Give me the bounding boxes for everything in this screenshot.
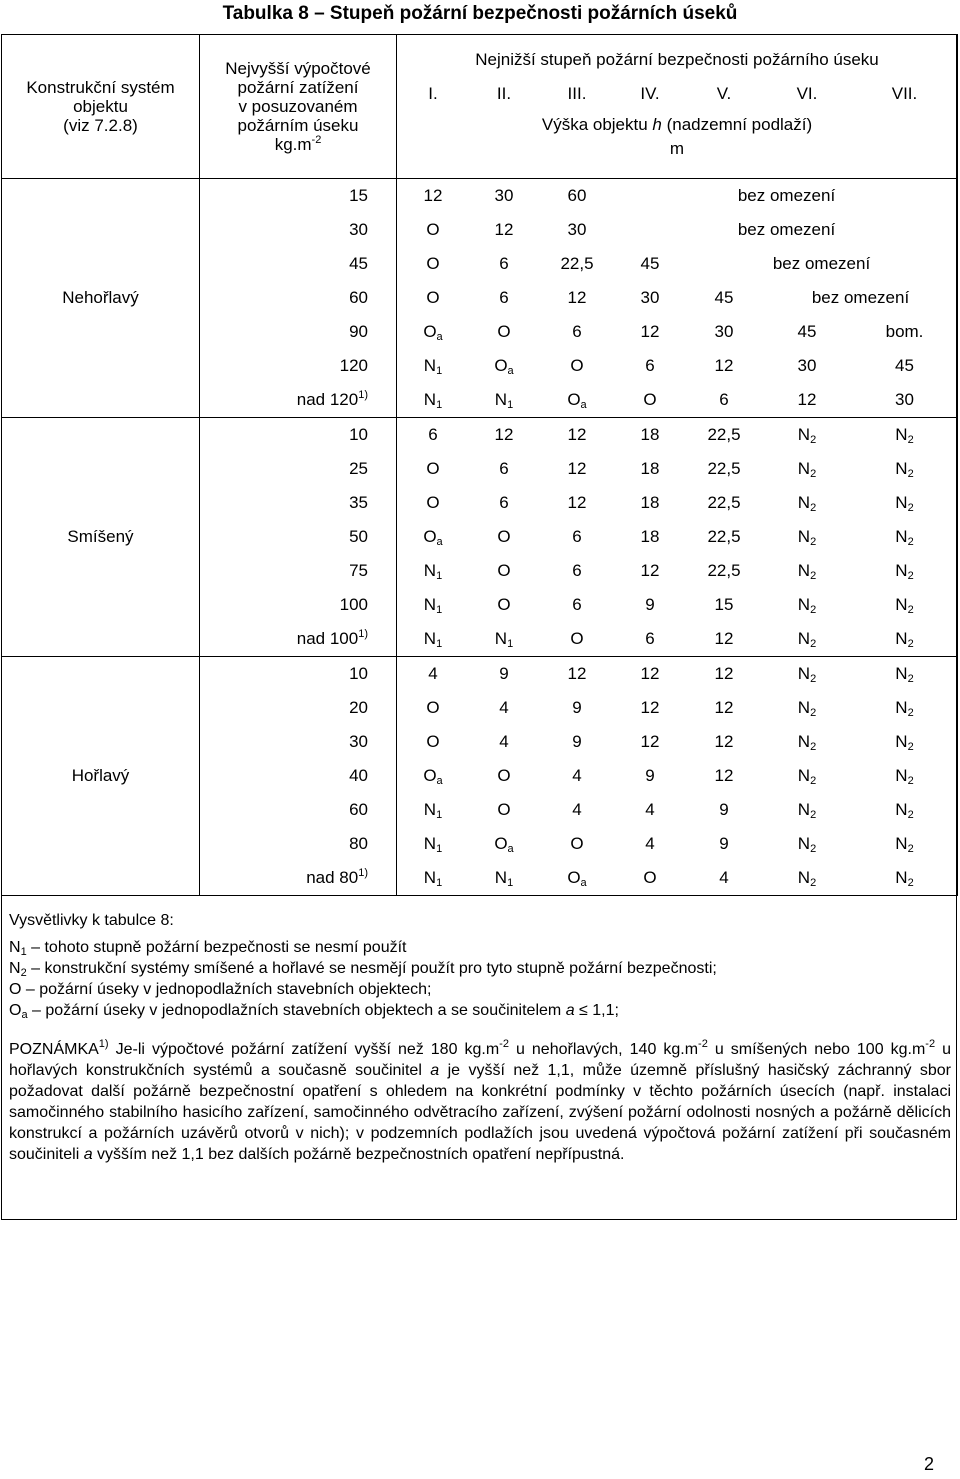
degree-label: VI.	[796, 84, 818, 103]
value-grid	[397, 657, 958, 895]
degree-cell: 12	[423, 186, 443, 205]
degree-cell: $O_a$	[423, 766, 443, 787]
fire-load-value: 75	[349, 561, 368, 580]
degree-cell: $O_a$	[423, 527, 443, 548]
fire-load-value: 40	[349, 766, 368, 785]
page-number: 2	[924, 1454, 935, 1474]
degree-cell: 12	[640, 664, 660, 683]
degree-cell: 6	[645, 356, 655, 375]
fire-load-value: 100	[339, 595, 368, 614]
degree-cell: O	[570, 834, 584, 853]
degree-label: I.	[428, 84, 438, 103]
degree-cell: O	[497, 800, 511, 819]
table-row	[397, 793, 958, 827]
no-limit-cell: bez omezení	[737, 220, 836, 239]
degree-cell: 12	[567, 493, 587, 512]
degree-cell: $N_2$	[895, 868, 914, 889]
degree-cell: 45	[895, 356, 914, 375]
fire-load-value: 15	[349, 186, 368, 205]
header-col2-line: Nejvyšší výpočtové	[225, 59, 371, 78]
degree-cell: 4	[572, 800, 582, 819]
degree-cell: O	[497, 527, 511, 546]
header-col1-line: (viz 7.2.8)	[63, 116, 138, 135]
degree-cell: 45	[640, 254, 660, 273]
degree-cell: 12	[640, 322, 660, 341]
degree-cell: O	[426, 732, 440, 751]
degree-cell: $N_2$	[797, 800, 817, 821]
value-grid	[397, 179, 958, 417]
group-name: Hořlavý	[2, 657, 200, 896]
table-row	[397, 691, 958, 725]
degree-cell: $N_1$	[423, 356, 443, 377]
no-limit-cell: bez omezení	[737, 186, 836, 205]
degree-cell: 9	[645, 766, 655, 785]
fire-load-value: 60	[349, 800, 368, 819]
degree-cell: $N_1$	[423, 868, 443, 889]
table-row	[397, 349, 958, 383]
degree-cell: 6	[499, 493, 509, 512]
degree-cell: 12	[494, 220, 514, 239]
degree-cell: 30	[797, 356, 817, 375]
fire-load-value: 30	[349, 220, 368, 239]
group-values	[397, 179, 958, 418]
table-row	[397, 827, 958, 861]
fire-safety-table	[1, 34, 958, 896]
degree-cell: 22,5	[707, 493, 741, 512]
degree-cell: 9	[719, 834, 729, 853]
degree-cell: O	[426, 254, 440, 273]
degree-cell: $O_a$	[494, 356, 514, 377]
degree-cell: 18	[640, 425, 660, 444]
fire-load-value: 90	[349, 322, 368, 341]
degree-cell: 12	[567, 664, 587, 683]
fire-load-value: 60	[349, 288, 368, 307]
degree-cell: 12	[567, 425, 587, 444]
degree-cell: 12	[494, 425, 514, 444]
degree-cell: $N_2$	[895, 664, 914, 685]
no-limit-cell: bez omezení	[772, 254, 871, 273]
degree-label: II.	[496, 84, 512, 103]
degree-cell: 12	[640, 698, 660, 717]
table-row	[397, 213, 958, 247]
degree-cell: 12	[714, 664, 734, 683]
degree-cell: $N_2$	[895, 595, 914, 616]
degree-cell: 60	[567, 186, 587, 205]
degree-cell: 18	[640, 459, 660, 478]
fire-load-value: nad 100$^{1)}$	[296, 628, 368, 648]
fire-load-value: nad 80$^{1)}$	[306, 867, 368, 887]
degree-cell: $N_2$	[895, 732, 914, 753]
group-values	[397, 418, 958, 657]
degree-cell: O	[643, 868, 657, 887]
degree-cell: $N_2$	[797, 834, 817, 855]
degree-cell: $N_2$	[895, 459, 914, 480]
legend-item: $N_1$ – tohoto stupně požární bezpečnosti se nesmí použít	[9, 939, 407, 958]
degree-cell: $N_1$	[423, 595, 443, 616]
header-degree-title: Nejnižší stupeň požární bezpečnosti požárního úseku	[475, 50, 879, 69]
degree-cell: 18	[640, 493, 660, 512]
table-row	[397, 486, 958, 520]
table-row	[397, 861, 958, 895]
fire-load-value: 80	[349, 834, 368, 853]
degree-cell: 4	[645, 800, 655, 819]
degree-cell: 30	[640, 288, 660, 307]
degree-cell: 9	[572, 698, 582, 717]
degree-cell: 12	[640, 732, 660, 751]
group-loads	[200, 179, 397, 418]
degree-cell: 12	[714, 629, 734, 648]
table-row	[397, 588, 958, 622]
degree-cell: 12	[640, 561, 660, 580]
header-col2-line: požární zatížení	[237, 78, 359, 97]
degree-cell: 18	[640, 527, 660, 546]
degree-cell: 4	[572, 766, 582, 785]
degree-cell: $N_2$	[895, 493, 914, 514]
legend-item: $O_a$ – požární úseky v jednopodlažních stavebních objektech a se součinitelem a ≤ 1,1;	[9, 1002, 619, 1021]
fire-load-value: 50	[349, 527, 368, 546]
degree-cell: $N_2$	[797, 561, 817, 582]
degree-cell: O	[570, 629, 584, 648]
degree-cell: 4	[499, 698, 509, 717]
degree-cell: $N_1$	[423, 834, 443, 855]
degree-cell: O	[426, 220, 440, 239]
degree-cell: $N_2$	[797, 595, 817, 616]
degree-cell: $N_2$	[797, 527, 817, 548]
degree-cell: O	[497, 561, 511, 580]
degree-cell: 15	[714, 595, 734, 614]
degree-cell: $N_1$	[494, 868, 514, 889]
degree-cell: 6	[499, 288, 509, 307]
group-name: Smíšený	[2, 418, 200, 657]
fire-load-value: 25	[349, 459, 368, 478]
degree-cell: $N_2$	[797, 493, 817, 514]
fire-load-value: 10	[349, 664, 368, 683]
header-col2-unit: $kg.m^{-2}$	[274, 134, 322, 154]
load-list	[200, 418, 396, 656]
degree-cell: 12	[797, 390, 817, 409]
header-col2-line: požárním úseku	[237, 116, 359, 135]
legend-item: O – požární úseky v jednopodlažních stavebních objektech;	[9, 981, 432, 998]
table-row	[397, 725, 958, 759]
degree-cell: $N_2$	[895, 800, 914, 821]
degree-cell: 22,5	[707, 527, 741, 546]
load-list	[200, 657, 396, 895]
header-construction-system	[2, 35, 200, 179]
fire-load-value: 45	[349, 254, 368, 273]
degree-cell: 30	[494, 186, 514, 205]
header-degree	[397, 35, 958, 179]
table-row	[397, 383, 958, 417]
degree-cell: $N_1$	[423, 629, 443, 650]
degree-cell: 12	[567, 459, 587, 478]
degree-label: IV.	[640, 84, 660, 103]
degree-cell: 22,5	[707, 425, 741, 444]
degree-cell: $N_2$	[797, 629, 817, 650]
degree-cell: O	[570, 356, 584, 375]
legend-heading: Vysvětlivky k tabulce 8:	[9, 912, 174, 929]
degree-cell: $N_2$	[895, 629, 914, 650]
table-title: Tabulka 8 – Stupeň požární bezpečnosti požárních úseků	[222, 3, 738, 24]
table-row	[397, 315, 958, 349]
degree-cell: O	[426, 459, 440, 478]
degree-cell: 12	[714, 698, 734, 717]
table-row	[397, 520, 958, 554]
degree-cell: 6	[572, 322, 582, 341]
note-paragraph: POZNÁMKA$^{1)}$ Je-li výpočtové požární zatížení vyšší než 180 $kg.m^{-2}$ u nehořlavých, 140 $kg.m^{-2}$ u smíšených nebo 100 $kg.m^{-2}$ u hořlavých konstrukčních systémů a současně součinitel a je vyšší než 1,1, může územně příslušný hasičský záchranný sbor požadovat další požárně bezpečnostní opatření s ohledem na konkrétní podmínky v těchto požárních úsecích (např. instalaci samočinného stabilního hasicího zařízení, samočinného odvětracího zařízení, zvýšení požární odolnosti nosných a požárně dělicích konstrukcí a požárních uzávěrů otvorů v nich); v podzemních podlažích jsou uvedená výpočtová požární zatížení při současném součiniteli a vyšším než 1,1 bez dalších požárně bezpečnostních opatření nepřípustná.	[9, 1038, 952, 1163]
degree-cell: 6	[499, 459, 509, 478]
degree-cell: $N_1$	[423, 390, 443, 411]
fire-load-value: 10	[349, 425, 368, 444]
degree-cell: $N_2$	[797, 732, 817, 753]
degree-cell: $N_2$	[797, 425, 817, 446]
degree-cell: $O_a$	[567, 390, 587, 411]
degree-cell: 4	[645, 834, 655, 853]
degree-cell: 9	[572, 732, 582, 751]
group-values	[397, 657, 958, 896]
degree-cell: 4	[719, 868, 729, 887]
degree-cell: $N_2$	[895, 834, 914, 855]
header-height: Výška objektu h (nadzemní podlaží) m	[541, 115, 813, 158]
table-row	[397, 622, 958, 656]
degree-cell: O	[426, 698, 440, 717]
no-limit-cell: bez omezení	[811, 288, 910, 307]
degree-cell: O	[643, 390, 657, 409]
degree-cell: 6	[645, 629, 655, 648]
degree-cell: $O_a$	[567, 868, 587, 889]
degree-cell: 30	[714, 322, 734, 341]
degree-label: VII.	[891, 84, 918, 103]
degree-cell: $N_2$	[895, 561, 914, 582]
degree-cell: $N_1$	[494, 390, 514, 411]
header-col2-line: v posuzovaném	[238, 97, 358, 116]
fire-load-value: 120	[339, 356, 368, 375]
fire-load-value: 30	[349, 732, 368, 751]
degree-cell: 22,5	[560, 254, 594, 273]
degree-cell: $N_2$	[895, 527, 914, 548]
degree-cell: 12	[714, 356, 734, 375]
degree-cell: O	[426, 288, 440, 307]
degree-cell: 30	[895, 390, 914, 409]
degree-cell: 4	[499, 732, 509, 751]
table-row	[397, 554, 958, 588]
degree-label: III.	[567, 84, 587, 103]
degree-cell: 12	[714, 766, 734, 785]
table-row	[397, 657, 958, 691]
degree-cell: 45	[797, 322, 817, 341]
degree-cell: 12	[567, 288, 587, 307]
degree-cell: 6	[572, 561, 582, 580]
table-row	[397, 759, 958, 793]
degree-cell: 6	[572, 527, 582, 546]
degree-cell: 6	[572, 595, 582, 614]
header-col1-line: Konstrukční systém	[26, 78, 175, 97]
degree-cell: O	[497, 322, 511, 341]
fire-load-value: 35	[349, 493, 368, 512]
table-row	[397, 452, 958, 486]
table-row	[397, 179, 958, 213]
degree-cell: 9	[719, 800, 729, 819]
fire-load-value: nad 120$^{1)}$	[296, 389, 368, 409]
degree-cell: $N_2$	[797, 698, 817, 719]
degree-cell: $N_2$	[797, 766, 817, 787]
degree-header-row	[397, 84, 958, 104]
notes-section	[9, 910, 951, 1165]
degree-cell: 6	[428, 425, 438, 444]
degree-cell: O	[497, 766, 511, 785]
degree-cell: 30	[567, 220, 587, 239]
degree-cell: $N_2$	[895, 425, 914, 446]
degree-cell: $N_2$	[797, 664, 817, 685]
group-loads	[200, 657, 397, 896]
group-name: Nehořlavý	[2, 179, 200, 418]
legend-item: $N_2$ – konstrukční systémy smíšené a hořlavé se nesmějí použít pro tyto stupně požární bezpečnosti;	[9, 960, 717, 979]
degree-cell: $N_2$	[895, 698, 914, 719]
degree-cell: O	[426, 493, 440, 512]
value-grid	[397, 418, 958, 656]
degree-cell: 22,5	[707, 561, 741, 580]
degree-cell: 9	[499, 664, 509, 683]
degree-cell: $N_1$	[423, 561, 443, 582]
table-row	[397, 418, 958, 452]
degree-cell: $O_a$	[494, 834, 514, 855]
degree-cell: 22,5	[707, 459, 741, 478]
header-col1-line: objektu	[73, 97, 128, 116]
degree-label: V.	[716, 84, 732, 103]
degree-cell: $N_1$	[494, 629, 514, 650]
header-fire-load	[200, 35, 397, 179]
header-height-unit: m	[669, 139, 685, 158]
group-loads	[200, 418, 397, 657]
degree-cell: O	[497, 595, 511, 614]
degree-cell: 6	[499, 254, 509, 273]
degree-cell: $N_2$	[797, 868, 817, 889]
table-row	[397, 247, 958, 281]
degree-cell: 6	[719, 390, 729, 409]
degree-cell: 45	[714, 288, 734, 307]
fire-load-value: 20	[349, 698, 368, 717]
degree-cell: 9	[645, 595, 655, 614]
degree-cell: $N_1$	[423, 800, 443, 821]
table-row	[397, 281, 958, 315]
load-list	[200, 179, 396, 417]
degree-cell: 12	[714, 732, 734, 751]
degree-cell: bom.	[885, 322, 924, 341]
degree-cell: $O_a$	[423, 322, 443, 343]
degree-cell: 4	[428, 664, 438, 683]
degree-cell: $N_2$	[895, 766, 914, 787]
degree-cell: $N_2$	[797, 459, 817, 480]
